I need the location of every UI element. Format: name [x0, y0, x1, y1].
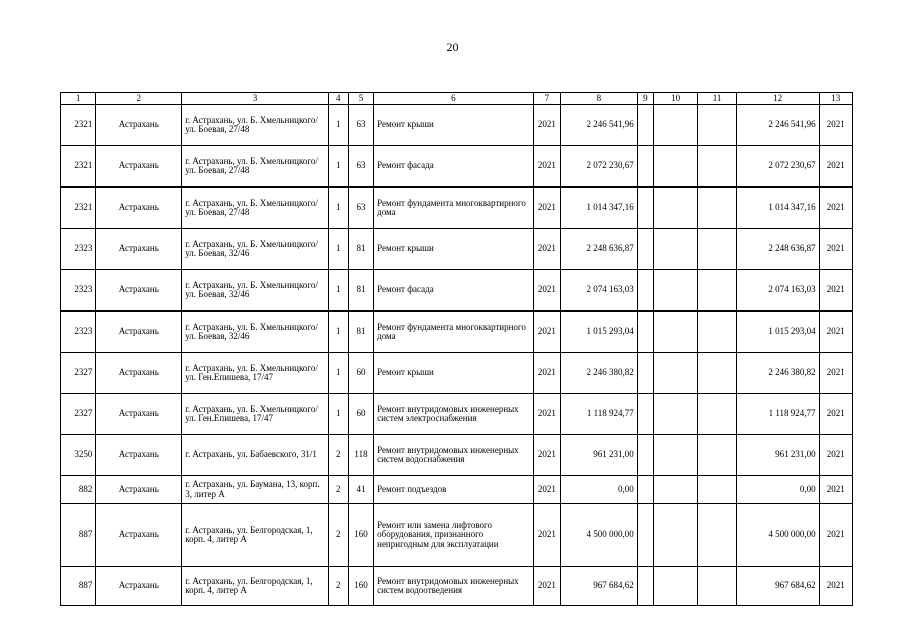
cell-locality: Астрахань [96, 504, 182, 567]
cell-amount: 1 118 924,77 [561, 394, 638, 435]
cell-total: 2 246 380,82 [736, 353, 819, 394]
cell-col4: 1 [328, 270, 348, 312]
cell-col4: 2 [328, 435, 348, 476]
cell-col11 [698, 504, 736, 567]
column-number-row [61, 93, 853, 105]
cell-col4: 1 [328, 146, 348, 188]
cell-col4: 2 [328, 567, 348, 606]
cell-total: 967 684,62 [736, 567, 819, 606]
cell-id: 887 [61, 504, 96, 567]
cell-col11 [698, 567, 736, 606]
cell-col4: 2 [328, 504, 348, 567]
cell-end-year: 2021 [819, 229, 852, 270]
column-header: 12 [736, 93, 819, 105]
repair-schedule-table [60, 92, 853, 606]
cell-address: г. Астрахань, ул. Белгородская, 1, корп. 4, литер А [182, 567, 328, 606]
cell-id: 2321 [61, 105, 96, 146]
cell-address: г. Астрахань, ул. Бабаевского, 31/1 [182, 435, 328, 476]
table-row [61, 105, 853, 146]
cell-id: 2327 [61, 353, 96, 394]
cell-amount: 2 072 230,67 [561, 146, 638, 188]
column-header: 10 [653, 93, 697, 105]
cell-end-year: 2021 [819, 311, 852, 353]
cell-locality: Астрахань [96, 187, 182, 229]
cell-address: г. Астрахань, ул. Баумана, 13, корп. 3, литер А [182, 476, 328, 504]
cell-locality: Астрахань [96, 229, 182, 270]
cell-address: г. Астрахань, ул. Б. Хмельницкого/ ул. Боевая, 27/48 [182, 105, 328, 146]
cell-end-year: 2021 [819, 504, 852, 567]
cell-col4: 1 [328, 229, 348, 270]
cell-id: 2321 [61, 146, 96, 188]
cell-total: 1 015 293,04 [736, 311, 819, 353]
cell-year: 2021 [533, 311, 560, 353]
cell-amount: 1 014 347,16 [561, 187, 638, 229]
cell-year: 2021 [533, 146, 560, 188]
cell-locality: Астрахань [96, 105, 182, 146]
cell-address: г. Астрахань, ул. Б. Хмельницкого/ ул. Боевая, 32/46 [182, 311, 328, 353]
table-row [61, 504, 853, 567]
cell-total: 2 246 541,96 [736, 105, 819, 146]
cell-end-year: 2021 [819, 270, 852, 312]
cell-col10 [653, 146, 697, 188]
cell-col10 [653, 567, 697, 606]
cell-work-type: Ремонт фундамента многоквартирного дома [374, 311, 534, 353]
cell-col5: 160 [348, 567, 373, 606]
cell-col10 [653, 435, 697, 476]
cell-col9 [637, 394, 653, 435]
cell-locality: Астрахань [96, 394, 182, 435]
table-row [61, 146, 853, 188]
cell-total: 961 231,00 [736, 435, 819, 476]
cell-col5: 60 [348, 353, 373, 394]
cell-id: 887 [61, 567, 96, 606]
cell-id: 3250 [61, 435, 96, 476]
cell-year: 2021 [533, 105, 560, 146]
cell-id: 882 [61, 476, 96, 504]
cell-col9 [637, 567, 653, 606]
cell-amount: 1 015 293,04 [561, 311, 638, 353]
cell-id: 2327 [61, 394, 96, 435]
cell-locality: Астрахань [96, 567, 182, 606]
table-row [61, 229, 853, 270]
cell-col10 [653, 311, 697, 353]
column-header: 9 [637, 93, 653, 105]
cell-locality: Астрахань [96, 476, 182, 504]
cell-col4: 1 [328, 105, 348, 146]
cell-total: 2 072 230,67 [736, 146, 819, 188]
cell-col9 [637, 146, 653, 188]
cell-col10 [653, 504, 697, 567]
cell-end-year: 2021 [819, 435, 852, 476]
cell-year: 2021 [533, 476, 560, 504]
cell-year: 2021 [533, 187, 560, 229]
table-row [61, 476, 853, 504]
cell-col9 [637, 353, 653, 394]
cell-year: 2021 [533, 353, 560, 394]
cell-col9 [637, 187, 653, 229]
cell-address: г. Астрахань, ул. Б. Хмельницкого/ ул. Боевая, 27/48 [182, 187, 328, 229]
cell-amount: 0,00 [561, 476, 638, 504]
cell-col4: 1 [328, 394, 348, 435]
cell-amount: 4 500 000,00 [561, 504, 638, 567]
cell-work-type: Ремонт внутридомовых инженерных систем электроснабжения [374, 394, 534, 435]
cell-total: 2 074 163,03 [736, 270, 819, 312]
cell-id: 2323 [61, 270, 96, 312]
cell-address: г. Астрахань, ул. Б. Хмельницкого/ ул. Боевая, 27/48 [182, 146, 328, 188]
table-body [61, 105, 853, 606]
cell-col11 [698, 105, 736, 146]
column-header: 7 [533, 93, 560, 105]
cell-col10 [653, 105, 697, 146]
cell-col4: 1 [328, 311, 348, 353]
cell-col11 [698, 353, 736, 394]
cell-locality: Астрахань [96, 435, 182, 476]
cell-col9 [637, 105, 653, 146]
column-header: 11 [698, 93, 736, 105]
cell-col5: 63 [348, 146, 373, 188]
cell-col10 [653, 394, 697, 435]
cell-total: 2 248 636,87 [736, 229, 819, 270]
cell-work-type: Ремонт фасада [374, 146, 534, 188]
column-header: 2 [96, 93, 182, 105]
cell-id: 2323 [61, 311, 96, 353]
cell-col10 [653, 353, 697, 394]
cell-end-year: 2021 [819, 353, 852, 394]
cell-work-type: Ремонт крыши [374, 353, 534, 394]
table-row [61, 567, 853, 606]
column-header: 8 [561, 93, 638, 105]
cell-work-type: Ремонт фундамента многоквартирного дома [374, 187, 534, 229]
cell-col9 [637, 504, 653, 567]
cell-year: 2021 [533, 229, 560, 270]
cell-amount: 2 074 163,03 [561, 270, 638, 312]
cell-col5: 63 [348, 105, 373, 146]
cell-total: 1 014 347,16 [736, 187, 819, 229]
cell-col5: 60 [348, 394, 373, 435]
cell-work-type: Ремонт внутридомовых инженерных систем водоотведения [374, 567, 534, 606]
cell-year: 2021 [533, 504, 560, 567]
cell-col10 [653, 476, 697, 504]
column-header: 5 [348, 93, 373, 105]
cell-address: г. Астрахань, ул. Б. Хмельницкого/ ул. Ген.Епишева, 17/47 [182, 353, 328, 394]
cell-col10 [653, 270, 697, 312]
cell-id: 2323 [61, 229, 96, 270]
cell-col11 [698, 229, 736, 270]
cell-total: 1 118 924,77 [736, 394, 819, 435]
cell-locality: Астрахань [96, 311, 182, 353]
cell-work-type: Ремонт крыши [374, 229, 534, 270]
cell-total: 4 500 000,00 [736, 504, 819, 567]
cell-amount: 2 246 380,82 [561, 353, 638, 394]
table-row [61, 353, 853, 394]
cell-work-type: Ремонт или замена лифтового оборудования, признанного непригодным для эксплуатации [374, 504, 534, 567]
cell-end-year: 2021 [819, 567, 852, 606]
table-row [61, 435, 853, 476]
column-header: 4 [328, 93, 348, 105]
cell-col4: 2 [328, 476, 348, 504]
cell-address: г. Астрахань, ул. Б. Хмельницкого/ ул. Боевая, 32/46 [182, 270, 328, 312]
cell-year: 2021 [533, 435, 560, 476]
cell-address: г. Астрахань, ул. Б. Хмельницкого/ ул. Боевая, 32/46 [182, 229, 328, 270]
cell-col4: 1 [328, 353, 348, 394]
cell-work-type: Ремонт внутридомовых инженерных систем водоснабжения [374, 435, 534, 476]
cell-col11 [698, 270, 736, 312]
cell-col11 [698, 435, 736, 476]
cell-col11 [698, 311, 736, 353]
cell-end-year: 2021 [819, 476, 852, 504]
cell-year: 2021 [533, 567, 560, 606]
cell-address: г. Астрахань, ул. Б. Хмельницкого/ ул. Ген.Епишева, 17/47 [182, 394, 328, 435]
cell-work-type: Ремонт подъездов [374, 476, 534, 504]
cell-col9 [637, 229, 653, 270]
cell-locality: Астрахань [96, 353, 182, 394]
cell-end-year: 2021 [819, 146, 852, 188]
cell-locality: Астрахань [96, 146, 182, 188]
cell-amount: 961 231,00 [561, 435, 638, 476]
cell-address: г. Астрахань, ул. Белгородская, 1, корп. 4, литер А [182, 504, 328, 567]
cell-col5: 118 [348, 435, 373, 476]
page-number: 20 [446, 40, 459, 54]
column-header: 6 [374, 93, 534, 105]
cell-col4: 1 [328, 187, 348, 229]
cell-amount: 967 684,62 [561, 567, 638, 606]
table-row [61, 394, 853, 435]
cell-col9 [637, 435, 653, 476]
cell-end-year: 2021 [819, 394, 852, 435]
cell-col5: 63 [348, 187, 373, 229]
cell-col11 [698, 476, 736, 504]
cell-end-year: 2021 [819, 187, 852, 229]
cell-col9 [637, 476, 653, 504]
cell-col5: 81 [348, 229, 373, 270]
cell-total: 0,00 [736, 476, 819, 504]
cell-locality: Астрахань [96, 270, 182, 312]
cell-col5: 41 [348, 476, 373, 504]
cell-col9 [637, 270, 653, 312]
column-header: 1 [61, 93, 96, 105]
cell-col10 [653, 229, 697, 270]
cell-work-type: Ремонт фасада [374, 270, 534, 312]
cell-year: 2021 [533, 270, 560, 312]
column-header: 3 [182, 93, 328, 105]
table-row [61, 270, 853, 312]
cell-amount: 2 248 636,87 [561, 229, 638, 270]
table-row [61, 311, 853, 353]
column-header: 13 [819, 93, 852, 105]
cell-col11 [698, 187, 736, 229]
cell-year: 2021 [533, 394, 560, 435]
cell-amount: 2 246 541,96 [561, 105, 638, 146]
cell-col10 [653, 187, 697, 229]
table-row [61, 187, 853, 229]
cell-col5: 81 [348, 311, 373, 353]
cell-col9 [637, 311, 653, 353]
cell-col5: 160 [348, 504, 373, 567]
cell-col5: 81 [348, 270, 373, 312]
cell-col11 [698, 394, 736, 435]
cell-col11 [698, 146, 736, 188]
cell-id: 2321 [61, 187, 96, 229]
cell-end-year: 2021 [819, 105, 852, 146]
cell-work-type: Ремонт крыши [374, 105, 534, 146]
